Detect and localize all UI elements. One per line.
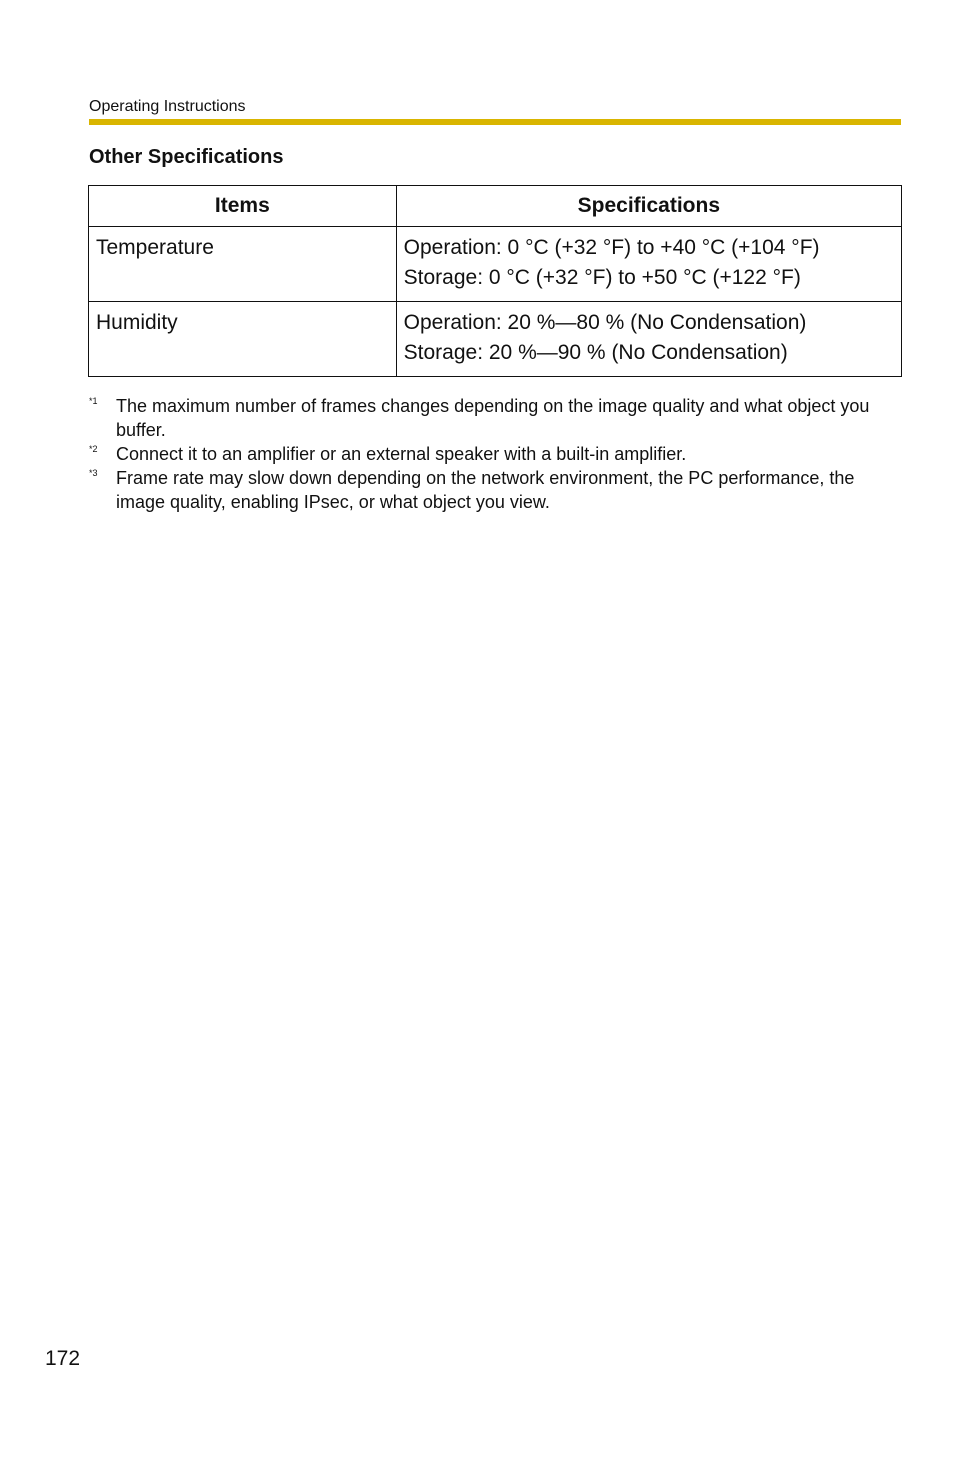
spec-line: Storage: 20 %—90 % (No Condensation) [403,341,788,364]
item-cell-humidity: Humidity [89,302,397,377]
spec-cell-humidity [396,302,901,377]
footnote [89,442,901,466]
table-row [89,227,902,302]
footnote [89,466,901,514]
column-header-items: Items [89,186,397,227]
table-row [89,302,902,377]
spec-line: Operation: 0 °C (+32 °F) to +40 °C (+104 °F) [403,236,820,259]
spec-line: Operation: 20 %—80 % (No Condensation) [403,311,807,334]
page-number: 172 [45,1347,81,1370]
running-header: Operating Instructions [89,98,246,115]
section-title: Other Specifications [89,146,284,168]
footnote-text: Frame rate may slow down depending on the network environment, the PC performance, the image quality, enabling IPsec, or what object you view. [116,468,855,512]
footnote-text: The maximum number of frames changes depending on the image quality and what object you buffer. [116,396,870,440]
item-cell-temperature: Temperature [89,227,397,302]
specifications-table [88,185,902,377]
spec-cell-temperature [396,227,901,302]
footnote-mark: *2 [89,444,98,454]
footnotes [89,394,901,514]
footnote [89,394,901,442]
spec-line: Storage: 0 °C (+32 °F) to +50 °C (+122 °F) [403,266,801,289]
footnote-text: Connect it to an amplifier or an external speaker with a built-in amplifier. [116,444,687,464]
footnote-mark: *3 [89,468,98,478]
column-header-specifications: Specifications [396,186,901,227]
footnote-mark: *1 [89,396,98,406]
table-header-row [89,186,902,227]
header-rule [89,119,901,125]
